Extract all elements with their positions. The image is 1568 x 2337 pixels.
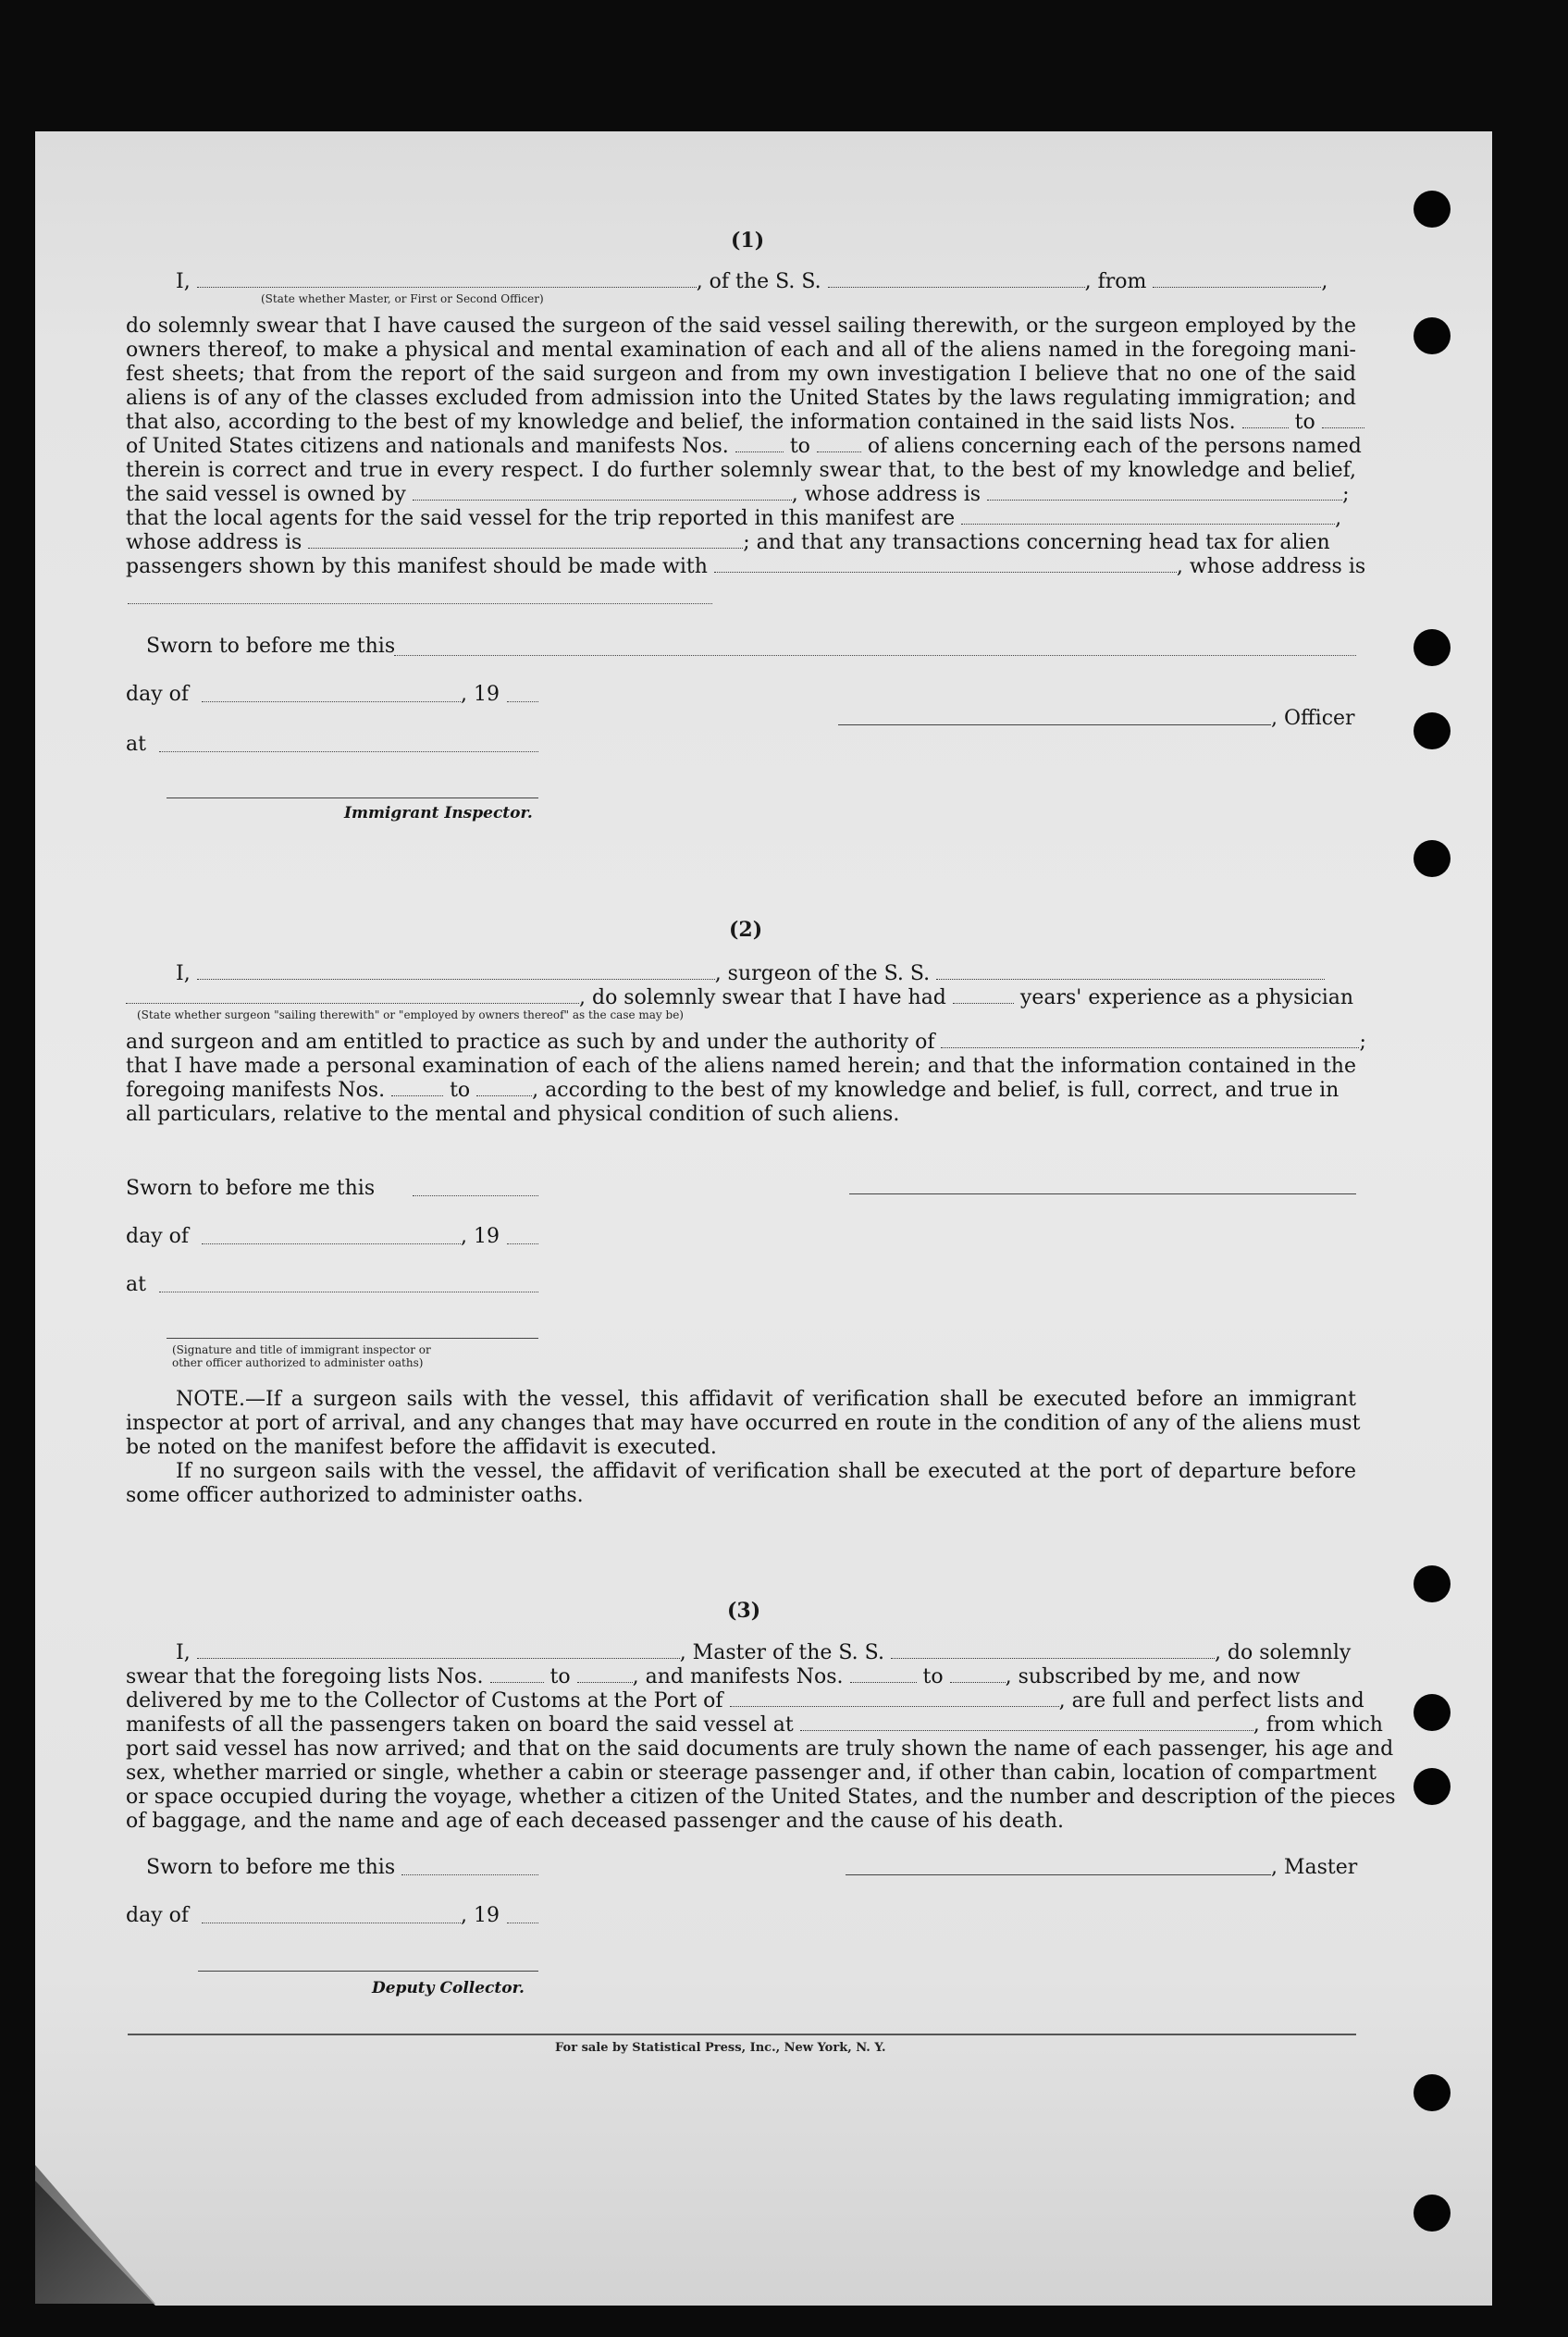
sworn-date-line[interactable] xyxy=(413,1195,538,1196)
section-2-line: that I have made a personal examination of each of the aliens named herein; and that the information contained in the xyxy=(126,1055,1356,1078)
surgeon-of-ss-label: , surgeon of the S. S. xyxy=(714,962,931,985)
master-label: , Master xyxy=(1271,1856,1358,1879)
printer-footer: For sale by Statistical Press, Inc., New York, N. Y. xyxy=(555,2041,886,2055)
head-tax-party-field[interactable] xyxy=(714,555,1177,573)
year-line[interactable] xyxy=(507,701,538,702)
section-3-vessel-line xyxy=(126,1713,1383,1737)
master-name-field[interactable] xyxy=(197,1641,680,1659)
to-label: to xyxy=(922,1665,944,1688)
authorized-signature-line[interactable] xyxy=(167,1338,538,1339)
whose-address-label: , whose address is xyxy=(1176,555,1366,578)
sworn-date-line[interactable] xyxy=(394,655,1356,656)
section-3-line: port said vessel has now arrived; and that on the said documents are truly shown the name of each passenger, his age and xyxy=(126,1737,1394,1761)
year-line[interactable] xyxy=(507,1243,538,1244)
section-1-agents-line: that the local agents for the said vessel for the trip reported in this manifest are , xyxy=(126,507,1342,530)
head-tax-text: ; and that any transactions concerning head tax for alien xyxy=(743,531,1330,554)
owned-by-text: the said vessel is owned by xyxy=(126,483,406,506)
to-label: to xyxy=(789,435,810,458)
day-of-line[interactable] xyxy=(202,701,461,702)
year-label: , 19 xyxy=(461,1225,500,1248)
authority-field[interactable] xyxy=(941,1031,1359,1048)
punch-hole xyxy=(1414,2074,1451,2111)
head-tax-party-text: passengers shown by this manifest should be made with xyxy=(126,555,708,578)
swear-text: , do solemnly swear that I have had xyxy=(579,986,946,1009)
agent-address-field[interactable] xyxy=(308,531,743,549)
master-of-ss-label: , Master of the S. S. xyxy=(679,1641,884,1664)
from-which-text: , from which xyxy=(1253,1713,1383,1737)
surgeon-vessel-field[interactable] xyxy=(936,962,1325,980)
section-2-number: (2) xyxy=(729,918,763,942)
section-1-manifests-line xyxy=(126,435,1362,459)
sworn-date-line[interactable] xyxy=(401,1874,538,1875)
punch-hole xyxy=(1414,317,1451,354)
embarkation-port-field[interactable] xyxy=(800,1713,1253,1731)
years-experience-field[interactable] xyxy=(953,986,1014,1004)
surgeon-name-field[interactable] xyxy=(197,962,715,980)
section-3-first-line xyxy=(176,1641,1356,1665)
to-label: to xyxy=(1294,411,1315,434)
section-3-number: (3) xyxy=(727,1599,761,1623)
officer-rank-field[interactable] xyxy=(197,270,697,288)
local-agents-field[interactable] xyxy=(961,507,1335,525)
section-3-line: of baggage, and the name and age of each deceased passenger and the cause of his death. xyxy=(126,1810,1064,1833)
day-of-line[interactable] xyxy=(202,1243,461,1244)
years-text: years' experience as a physician xyxy=(1019,986,1354,1009)
lists-to-field[interactable] xyxy=(1322,411,1364,428)
section-2-second-line xyxy=(126,986,1356,1010)
lists-from-field[interactable] xyxy=(1242,411,1289,428)
at-label: at xyxy=(126,1273,146,1296)
sworn-label: Sworn to before me this xyxy=(146,1856,396,1879)
officer-rank-caption: (State whether Master, or First or Second Officer) xyxy=(261,292,544,305)
section-2-first-line xyxy=(176,962,1356,986)
whose-address-label: , whose address is xyxy=(791,483,982,506)
i-label: I, xyxy=(176,962,191,985)
manifests-to-field[interactable] xyxy=(817,435,861,452)
officer-signature-line[interactable] xyxy=(838,724,1271,725)
s3-manifests-to-field[interactable] xyxy=(950,1665,1006,1683)
section-1-lists-line xyxy=(126,411,1356,435)
surgeon-status-field[interactable] xyxy=(126,986,579,1004)
immigrant-inspector-caption: Immigrant Inspector. xyxy=(344,804,533,822)
section-2-authority-line xyxy=(126,1031,1356,1055)
note-line: If no surgeon sails with the vessel, the affidavit of verification shall be executed at the port of departure before xyxy=(176,1460,1356,1483)
at-label: at xyxy=(126,733,146,756)
punch-hole xyxy=(1414,629,1451,666)
i-label: I, xyxy=(176,1641,191,1664)
punch-hole xyxy=(1414,1694,1451,1731)
footer-rule xyxy=(128,2034,1356,2035)
to-label: to xyxy=(549,1665,571,1688)
subscribed-text: , subscribed by me, and now xyxy=(1005,1665,1301,1688)
punch-hole xyxy=(1414,1768,1451,1805)
day-of-label: day of xyxy=(126,683,190,706)
section-3-line: or space occupied during the voyage, whether a citizen of the United States, and the number and description of the pieces xyxy=(126,1786,1396,1809)
section-3-line: sex, whether married or single, whether a cabin or steerage passenger and, if other than cabin, location of compartment xyxy=(126,1762,1377,1785)
master-vessel-field[interactable] xyxy=(891,1641,1215,1659)
note-line: some officer authorized to administer oaths. xyxy=(126,1484,584,1507)
manifests-from-field[interactable] xyxy=(735,435,784,452)
s2-manifests-from-field[interactable] xyxy=(391,1079,443,1096)
year-label: , 19 xyxy=(461,1904,500,1927)
punch-hole xyxy=(1414,1565,1451,1602)
section-3-port-line xyxy=(126,1689,1364,1713)
s3-lists-to-field[interactable] xyxy=(577,1665,633,1683)
i-label: I, xyxy=(176,270,191,293)
s3-lists-from-field[interactable] xyxy=(490,1665,544,1683)
foregoing-lists-text: swear that the foregoing lists Nos. xyxy=(126,1665,484,1688)
s2-manifests-to-field[interactable] xyxy=(476,1079,532,1096)
day-of-label: day of xyxy=(126,1225,190,1248)
deputy-collector-caption: Deputy Collector. xyxy=(372,1979,525,1997)
section-1-line: therein is correct and true in every respect. I do further solemnly swear that, to the best of my knowledge and belief, xyxy=(126,459,1356,482)
punch-hole xyxy=(1414,712,1451,749)
sworn-label: Sworn to before me this xyxy=(146,635,396,658)
section-1-line: do solemnly swear that I have caused the surgeon of the said vessel sailing therewith, or the surgeon employed by the xyxy=(126,315,1356,338)
from-label: , from xyxy=(1084,270,1147,293)
arrival-port-field[interactable] xyxy=(730,1689,1059,1707)
section-3-lists-line xyxy=(126,1665,1356,1689)
of-ss-label: , of the S. S. xyxy=(696,270,821,293)
do-solemnly-text: , do solemnly xyxy=(1214,1641,1352,1664)
sworn-label: Sworn to before me this xyxy=(126,1177,376,1200)
and-manifests-text: , and manifests Nos. xyxy=(632,1665,844,1688)
section-1-agent-address-line xyxy=(126,531,1356,555)
surgeon-status-caption: (State whether surgeon "sailing therewith" or "employed by owners thereof" as the case may be) xyxy=(137,1008,684,1021)
deputy-collector-signature-line[interactable] xyxy=(198,1971,538,1972)
full-lists-text: , are full and perfect lists and xyxy=(1058,1689,1364,1713)
manifests-nos-text: of United States citizens and nationals and manifests Nos. xyxy=(126,435,729,458)
foregoing-manifests-text: foregoing manifests Nos. xyxy=(126,1079,386,1102)
head-tax-address-line[interactable] xyxy=(128,603,712,604)
local-agents-text: that the local agents for the said vessel for the trip reported in this manifest are xyxy=(126,507,956,530)
note-line: be noted on the manifest before the affidavit is executed. xyxy=(126,1436,717,1459)
section-1-line: fest sheets; that from the report of the said surgeon and from my own investigation I believe that no one of the said xyxy=(126,363,1356,386)
vessel-name-field[interactable] xyxy=(828,270,1085,288)
master-signature-line[interactable] xyxy=(846,1874,1271,1875)
officer-label: , Officer xyxy=(1271,707,1355,730)
section-1-head-tax-line xyxy=(126,555,1366,579)
authority-text: and surgeon and am entitled to practice as such by and under the authority of xyxy=(126,1031,935,1054)
year-label: , 19 xyxy=(461,683,500,706)
section-2-manifests-line xyxy=(126,1079,1356,1103)
section-1-owner-line: the said vessel is owned by , whose address is ; xyxy=(126,483,1350,506)
punch-hole xyxy=(1414,840,1451,877)
punch-hole xyxy=(1414,191,1451,228)
surgeon-signature-line[interactable] xyxy=(849,1193,1356,1194)
to-label: to xyxy=(450,1079,471,1102)
whose-address-text: whose address is xyxy=(126,531,302,554)
signature-caption: other officer authorized to administer oaths) xyxy=(172,1356,424,1369)
punch-hole xyxy=(1414,2195,1451,2232)
note-line: inspector at port of arrival, and any changes that may have occurred en route in the condition of any of the aliens must xyxy=(126,1412,1361,1435)
owner-address-field[interactable] xyxy=(987,483,1342,501)
signature-caption: (Signature and title of immigrant inspector or xyxy=(172,1343,431,1356)
departure-port-field[interactable] xyxy=(1153,270,1321,288)
section-1-line: aliens is of any of the classes excluded from admission into the United States by the laws regulating immigration; and xyxy=(126,387,1356,410)
s3-manifests-from-field[interactable] xyxy=(850,1665,917,1683)
collector-text: delivered by me to the Collector of Customs at the Port of xyxy=(126,1689,723,1713)
note-line: NOTE.—If a surgeon sails with the vessel, this affidavit of verification shall be executed before an immigrant xyxy=(176,1388,1356,1411)
taken-on-board-text: manifests of all the passengers taken on board the said vessel at xyxy=(126,1713,794,1737)
section-1-line: owners thereof, to make a physical and mental examination of each and all of the aliens named in the foregoing mani- xyxy=(126,339,1356,362)
manifests-tail-text: of aliens concerning each of the persons named xyxy=(867,435,1362,458)
at-line[interactable] xyxy=(159,751,538,752)
section-2-line: all particulars, relative to the mental and physical condition of such aliens. xyxy=(126,1103,900,1126)
day-of-label: day of xyxy=(126,1904,190,1927)
section-1-number: (1) xyxy=(731,229,765,253)
owner-field[interactable] xyxy=(413,483,792,501)
lists-nos-text: that also, according to the best of my knowledge and belief, the information contained in the said lists Nos. xyxy=(126,411,1236,434)
according-text: , according to the best of my knowledge and belief, is full, correct, and true in xyxy=(532,1079,1340,1102)
section-1-first-line: I, , of the S. S. , from , xyxy=(176,270,1328,293)
